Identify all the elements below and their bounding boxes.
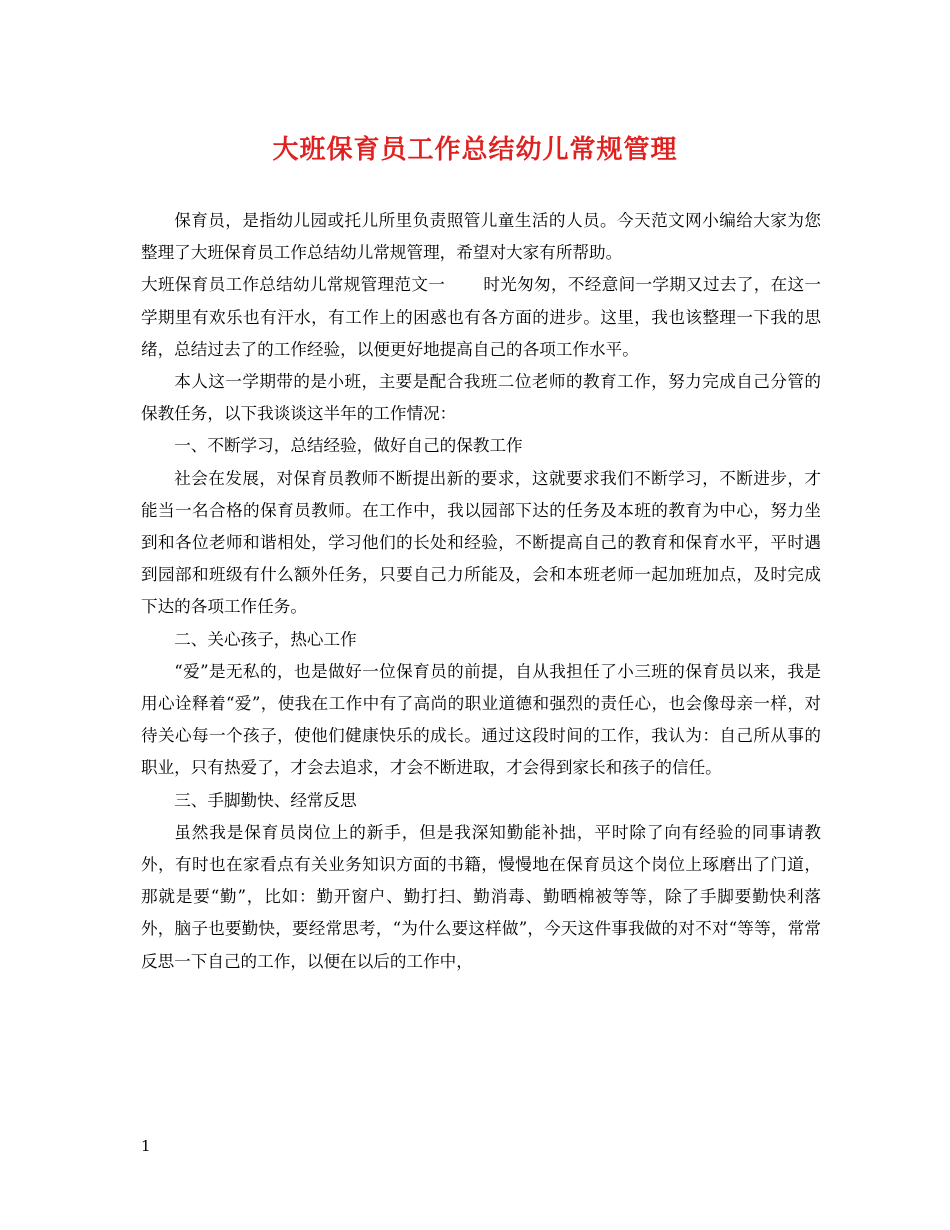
sample-opening-paragraph bbox=[141, 269, 821, 366]
section-paragraph-2: “爱”是无私的，也是做好一位保育员的前提，自从我担任了小三班的保育员以来，我是用心诠释着“爱”，使我在工作中有了高尚的职业道德和强烈的责任心，也会像母亲一样，对待关心每一个孩子，使他们健康快乐的成长。通过这段时间的工作，我认为：自己所从事的职业，只有热爱了，才会去追求，才会不断进取，才会得到家长和孩子的信任。 bbox=[141, 661, 821, 778]
document-body bbox=[141, 205, 821, 978]
section-heading-1: 一、不断学习，总结经验，做好自己的保教工作 bbox=[174, 436, 523, 456]
section-paragraph-1: 社会在发展，对保育员教师不断提出新的要求，这就要求我们不断学习，不断进步，才能当一名合格的保育员教师。在工作中，我以园部下达的任务及本班的教育为中心，努力坐到和各位老师和谐相处，学习他们的长处和经验，不断提高自己的教育和保育水平，平时遇到园部和班级有什么额外任务，只要自己力所能及，会和本班老师一起加班加点，及时完成下达的各项工作任务。 bbox=[141, 468, 821, 617]
document-title: 大班保育员工作总结幼儿常规管理 bbox=[272, 135, 678, 165]
sample-opening-text: 时光匆匆，不经意间一学期又过去了，在这一学期里有欢乐也有汗水，有工作上的困惑也有各方面的进步。这里，我也该整理一下我的思绪，总结过去了的工作经验，以便更好地提高自己的各项工作水平。 bbox=[141, 275, 822, 359]
page-number: 1 bbox=[141, 1137, 151, 1155]
intro-paragraph: 保育员，是指幼儿园或托儿所里负责照管儿童生活的人员。今天范文网小编给大家为您整理了大班保育员工作总结幼儿常规管理，希望对大家有所帮助。 bbox=[141, 211, 821, 263]
section-paragraph-3: 虽然我是保育员岗位上的新手，但是我深知勤能补拙，平时除了向有经验的同事请教外，有时也在家看点有关业务知识方面的书籍，慢慢地在保育员这个岗位上琢磨出了门道，那就是要“勤”，比如：勤开窗户、勤打扫、勤消毒、勤晒棉被等等，除了手脚要勤快利落外，脑子也要勤快，要经常思考，“为什么要这样做”，今天这件事我做的对不对“等等，常常反思一下自己的工作，以便在以后的工作中， bbox=[141, 822, 821, 971]
class-paragraph: 本人这一学期带的是小班，主要是配合我班二位老师的教育工作，努力完成自己分管的保教任务，以下我谈谈这半年的工作情况： bbox=[141, 372, 821, 424]
section-heading-2: 二、关心孩子，热心工作 bbox=[174, 629, 357, 649]
sample-label: 大班保育员工作总结幼儿常规管理范文一 bbox=[141, 275, 446, 295]
section-heading-3: 三、手脚勤快、经常反思 bbox=[174, 790, 357, 810]
